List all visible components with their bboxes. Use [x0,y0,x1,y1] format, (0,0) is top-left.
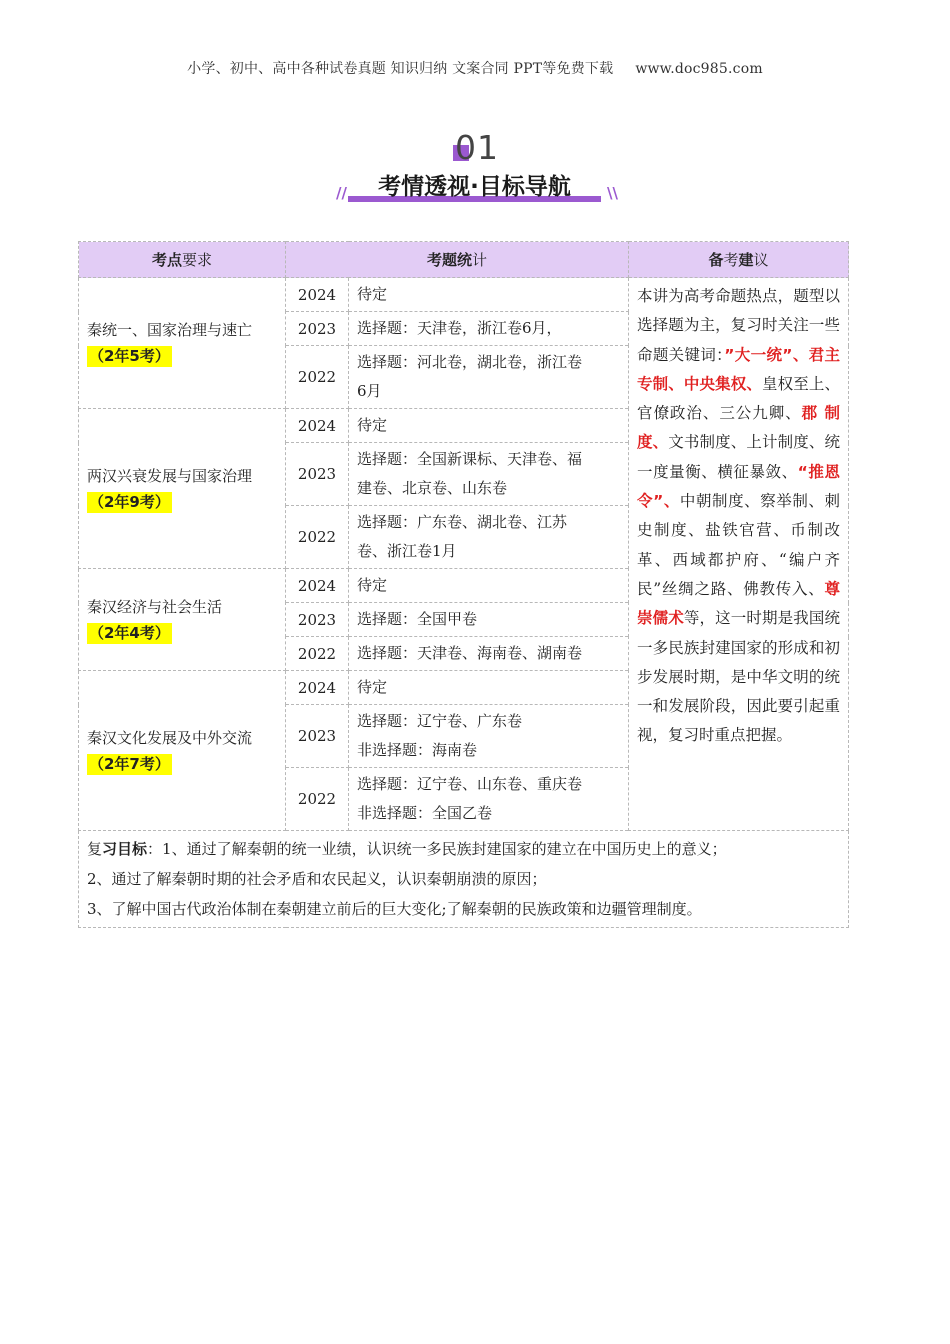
question-list: 待定 [349,409,629,443]
table-header-row [79,242,849,278]
question-list: 待定 [349,671,629,705]
year-cell: 2024 [286,409,349,443]
header-study-advice: 备考建议 [629,242,849,278]
section-number: 01 [455,128,499,167]
question-list: 选择题：天津卷、海南卷、湖南卷 [349,637,629,671]
header-exam-statistics: 考题统计 [286,242,629,278]
header-topic-requirement: 考点要求 [79,242,286,278]
question-list: 待定 [349,278,629,312]
slash-decoration-right: \\ [607,184,618,202]
exam-analysis-table [78,241,849,928]
review-goals-row [79,831,849,928]
slash-decoration-left: // [336,184,347,202]
topic-cell [79,569,286,671]
review-goals [79,831,849,928]
year-cell: 2024 [286,569,349,603]
topic-cell [79,278,286,409]
question-list: 选择题：全国新课标、天津卷、福 建卷、北京卷、山东卷 [349,443,629,506]
year-cell: 2023 [286,705,349,768]
exam-count-badge: （2年7考） [89,754,170,773]
goal-item: 3、了解中国古代政治体制在秦朝建立前后的巨大变化;了解秦朝的民族政策和边疆管理制度。 [87,900,702,918]
study-advice-text: 本讲为高考命题热点，题型以选择题为主，复习时关注一些命题关键词：”大一统”、君主专制、中央集权、皇权至上、官僚政治、三公九卿、郡 制度、文书制度、上计制度、统一度量衡、横征暴敛、“推恩令”、中朝制度、察举制、刺史制度、盐铁官营、币制改革、西域都护府、“编户齐民”丝绸之路、佛教传入、尊崇儒术等，这一时期是我国统一多民族封建国家的形成和初步发展时期，是中华文明的统一和发展阶段，因此要引起重视，复习时重点把握。 [629,278,849,831]
question-list: 选择题：辽宁卷、山东卷、重庆卷 非选择题：全国乙卷 [349,768,629,831]
topic-name: 秦汉文化发展及中外交流 [87,728,253,747]
year-cell: 2024 [286,671,349,705]
question-list: 选择题：广东卷、湖北卷、江苏 卷、浙江卷1月 [349,506,629,569]
exam-count-badge: （2年5考） [89,347,170,365]
section-heading [0,128,950,208]
goal-item: 2、通过了解秦朝时期的社会矛盾和农民起义，认识秦朝崩溃的原因； [87,870,547,888]
goals-label: 复习目标 [87,840,148,858]
year-cell: 2022 [286,768,349,831]
topic-name: 两汉兴衰发展与国家治理 [87,466,253,485]
year-cell: 2022 [286,346,349,409]
topic-name: 秦汉经济与社会生活 [87,597,223,616]
question-list: 选择题：全国甲卷 [349,603,629,637]
site-header-text: 小学、初中、高中各种试卷真题 知识归纳 文案合同 PPT等免费下载 [187,61,614,77]
exam-count-badge: （2年9考） [89,492,170,511]
year-cell: 2023 [286,443,349,506]
topic-cell [79,409,286,569]
year-cell: 2023 [286,603,349,637]
goal-item: 复习目标：1、通过了解秦朝的统一业绩，认识统一多民族封建国家的建立在中国历史上的意义； [87,840,727,858]
year-cell: 2024 [286,278,349,312]
table-row [79,278,849,312]
question-list: 选择题：天津卷，浙江卷6月， [349,312,629,346]
question-list: 选择题：辽宁卷、广东卷 非选择题：海南卷 [349,705,629,768]
question-list: 待定 [349,569,629,603]
section-title: 考情透视·目标导航 [378,174,571,200]
question-list: 选择题：河北卷，湖北卷，浙江卷 6月 [349,346,629,409]
exam-count-badge: （2年4考） [89,623,170,642]
topic-name: 秦统一、国家治理与速亡 [87,321,253,339]
site-url[interactable]: www.doc985.com [635,61,763,77]
topic-cell [79,671,286,831]
year-cell: 2023 [286,312,349,346]
year-cell: 2022 [286,637,349,671]
site-header [0,58,950,78]
year-cell: 2022 [286,506,349,569]
